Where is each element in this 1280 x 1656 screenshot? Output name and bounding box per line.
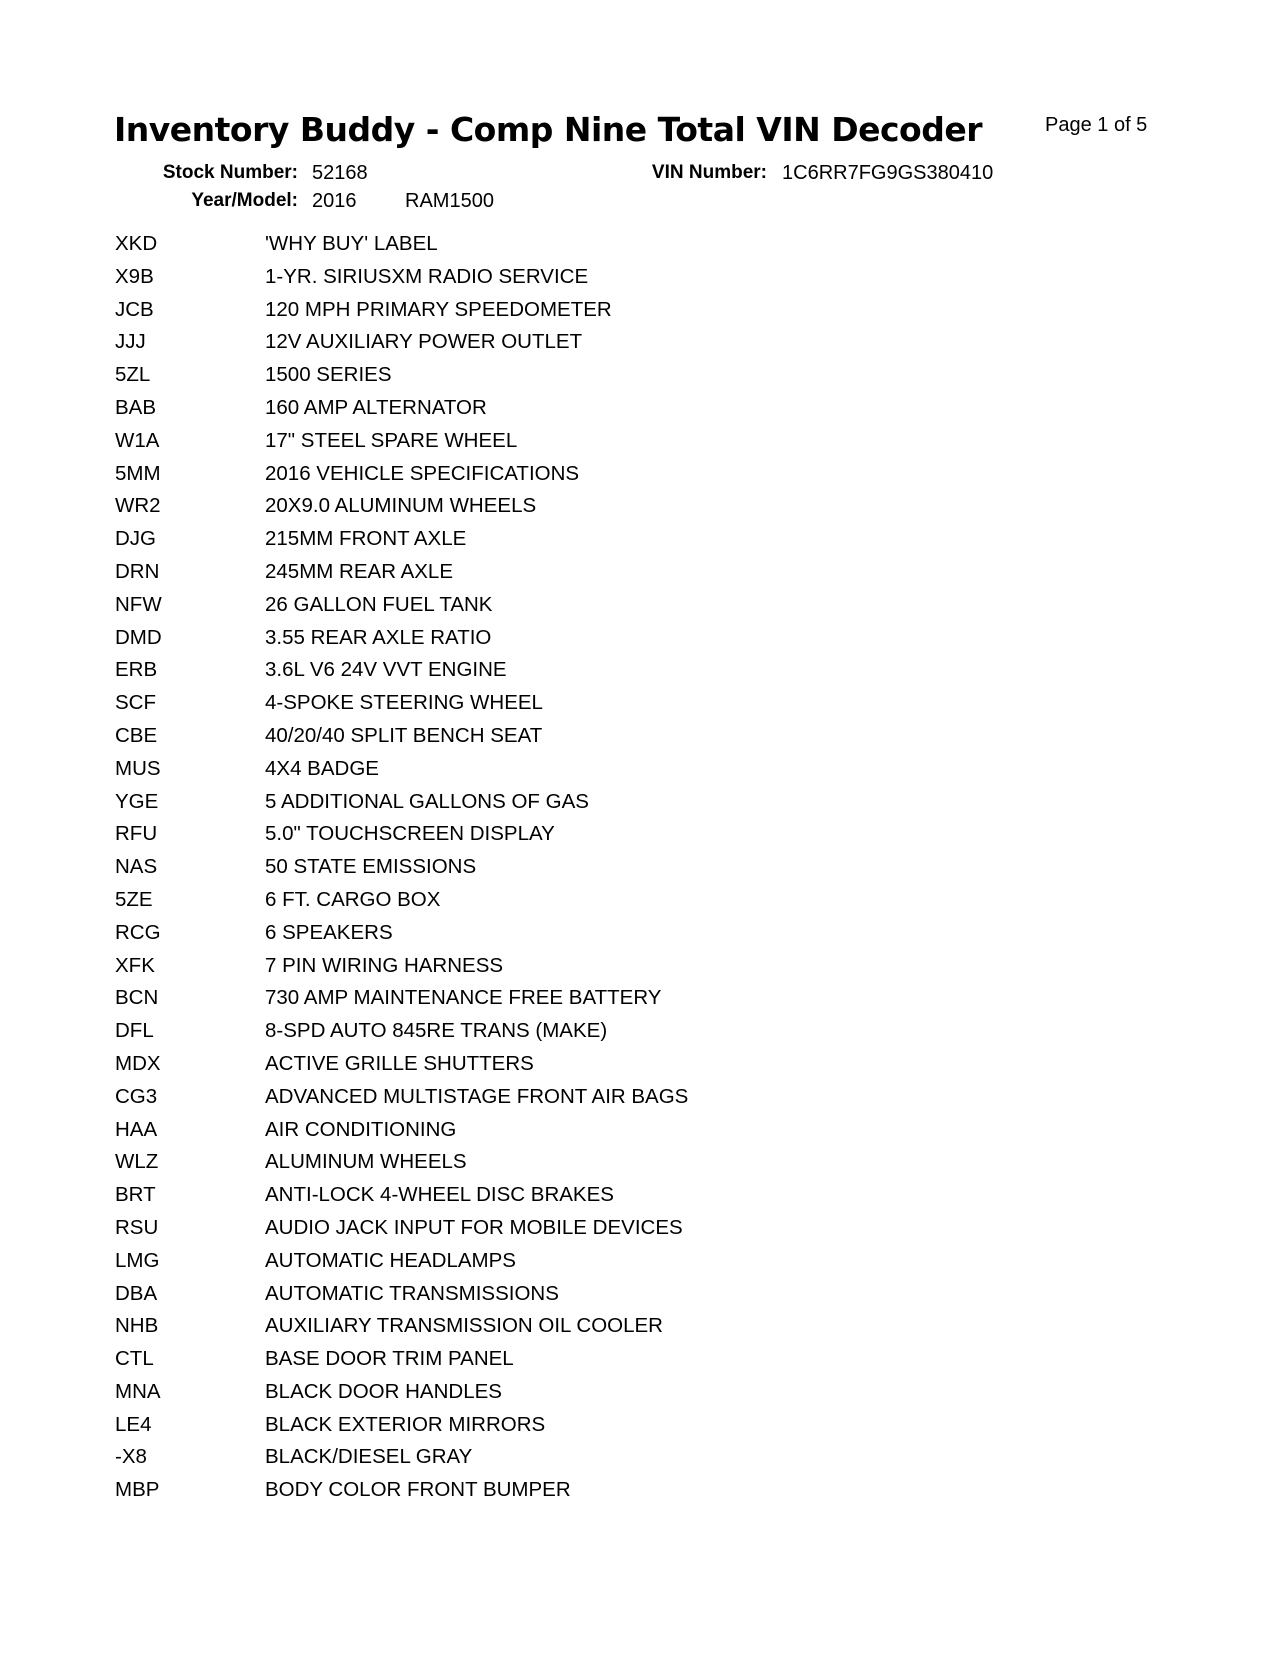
option-description: 245MM REAR AXLE	[265, 559, 453, 583]
option-code: XFK	[115, 953, 155, 977]
option-code: WR2	[115, 494, 161, 518]
option-row	[115, 523, 915, 556]
option-row	[115, 326, 915, 359]
option-row	[115, 1474, 915, 1507]
option-code: MBP	[115, 1478, 160, 1502]
option-description: 26 GALLON FUEL TANK	[265, 592, 493, 616]
option-row	[115, 1212, 915, 1245]
option-row	[115, 392, 915, 425]
option-description: 3.6L V6 24V VVT ENGINE	[265, 658, 507, 682]
option-code: MDX	[115, 1051, 161, 1075]
option-code: X9B	[115, 264, 154, 288]
option-description: 5.0" TOUCHSCREEN DISPLAY	[265, 822, 555, 846]
option-row	[115, 261, 915, 294]
option-description: 20X9.0 ALUMINUM WHEELS	[265, 494, 537, 518]
option-row	[115, 1015, 915, 1048]
option-row	[115, 720, 915, 753]
option-description: 'WHY BUY' LABEL	[265, 232, 438, 255]
option-code: RSU	[115, 1215, 159, 1239]
option-code: DMD	[115, 625, 162, 649]
option-code: MNA	[115, 1379, 161, 1403]
option-row	[115, 228, 915, 261]
option-code-list	[115, 228, 915, 1507]
option-description: 50 STATE EMISSIONS	[265, 855, 477, 879]
option-row	[115, 851, 915, 884]
option-description: ACTIVE GRILLE SHUTTERS	[265, 1051, 534, 1075]
option-description: 120 MPH PRIMARY SPEEDOMETER	[265, 297, 612, 321]
option-description: ADVANCED MULTISTAGE FRONT AIR BAGS	[265, 1084, 689, 1108]
option-description: 5 ADDITIONAL GALLONS OF GAS	[265, 789, 589, 813]
option-row	[115, 917, 915, 950]
option-row	[115, 556, 915, 589]
stock-number-value: 52168	[312, 162, 368, 184]
option-code: NHB	[115, 1314, 159, 1338]
option-row	[115, 1081, 915, 1114]
vin-number-value: 1C6RR7FG9GS380410	[782, 162, 994, 184]
option-description: ANTI-LOCK 4-WHEEL DISC BRAKES	[265, 1183, 614, 1207]
option-row	[115, 1441, 915, 1474]
option-row	[115, 753, 915, 786]
option-row	[115, 786, 915, 819]
option-description: 2016 VEHICLE SPECIFICATIONS	[265, 461, 580, 485]
option-code: CG3	[115, 1084, 158, 1108]
page-number: Page 1 of 5	[1045, 114, 1148, 136]
option-row	[115, 490, 915, 523]
option-code: BAB	[115, 395, 157, 419]
option-description: AUXILIARY TRANSMISSION OIL COOLER	[265, 1314, 663, 1338]
option-description: 6 SPEAKERS	[265, 920, 393, 944]
option-code: MUS	[115, 756, 161, 780]
option-code: BRT	[115, 1183, 156, 1207]
option-code: BCN	[115, 986, 159, 1010]
option-code: DBA	[115, 1281, 158, 1305]
option-row	[115, 1179, 915, 1212]
option-row	[115, 1310, 915, 1343]
option-code: LMG	[115, 1248, 160, 1272]
option-description: BLACK DOOR HANDLES	[265, 1379, 502, 1403]
option-code: RCG	[115, 920, 161, 944]
option-description: 6 FT. CARGO BOX	[265, 887, 441, 911]
option-row	[115, 687, 915, 720]
option-code: DFL	[115, 1019, 154, 1043]
option-code: WLZ	[115, 1150, 159, 1174]
option-description: 7 PIN WIRING HARNESS	[265, 953, 504, 977]
option-description: 1-YR. SIRIUSXM RADIO SERVICE	[265, 264, 589, 288]
option-row	[115, 425, 915, 458]
option-description: 160 AMP ALTERNATOR	[265, 395, 487, 419]
option-code: DRN	[115, 559, 160, 583]
option-row	[115, 950, 915, 983]
option-code: CBE	[115, 723, 158, 747]
option-description: 4X4 BADGE	[265, 756, 379, 780]
option-code: SCF	[115, 691, 156, 715]
option-description: 12V AUXILIARY POWER OUTLET	[265, 330, 583, 354]
year-value: 2016	[312, 190, 357, 212]
option-code: RFU	[115, 822, 158, 846]
option-row	[115, 982, 915, 1015]
option-description: 1500 SERIES	[265, 363, 392, 387]
option-description: 730 AMP MAINTENANCE FREE BATTERY	[265, 986, 662, 1010]
option-code: 5MM	[115, 461, 161, 485]
option-row	[115, 818, 915, 851]
option-code: JJJ	[115, 330, 146, 354]
option-code: DJG	[115, 527, 156, 551]
option-code: NFW	[115, 592, 162, 616]
option-description: BODY COLOR FRONT BUMPER	[265, 1478, 571, 1502]
page-title: Inventory Buddy - Comp Nine Total VIN Decoder	[114, 110, 982, 149]
option-code: XKD	[115, 232, 158, 255]
option-code: YGE	[115, 789, 159, 813]
option-row	[115, 1376, 915, 1409]
option-row	[115, 654, 915, 687]
option-row	[115, 1114, 915, 1147]
stock-number-label: Stock Number:	[162, 162, 298, 183]
option-row	[115, 1343, 915, 1376]
option-description: BLACK/DIESEL GRAY	[265, 1445, 473, 1469]
option-row	[115, 458, 915, 491]
option-row	[115, 1278, 915, 1311]
option-row	[115, 1245, 915, 1278]
option-code: 5ZE	[115, 887, 153, 911]
option-code: CTL	[115, 1347, 154, 1371]
option-description: 17" STEEL SPARE WHEEL	[265, 428, 518, 452]
option-row	[115, 884, 915, 917]
option-row	[115, 589, 915, 622]
option-code: ERB	[115, 658, 158, 682]
option-description: 40/20/40 SPLIT BENCH SEAT	[265, 723, 543, 747]
option-code: HAA	[115, 1117, 158, 1141]
option-row	[115, 359, 915, 392]
option-row	[115, 294, 915, 327]
option-description: AIR CONDITIONING	[265, 1117, 457, 1141]
option-code: W1A	[115, 428, 160, 452]
option-description: 215MM FRONT AXLE	[265, 527, 467, 551]
option-code: 5ZL	[115, 363, 151, 387]
option-description: AUTOMATIC HEADLAMPS	[265, 1248, 516, 1272]
option-description: BLACK EXTERIOR MIRRORS	[265, 1412, 546, 1436]
option-description: BASE DOOR TRIM PANEL	[265, 1347, 514, 1371]
option-description: 3.55 REAR AXLE RATIO	[265, 625, 492, 649]
option-description: AUDIO JACK INPUT FOR MOBILE DEVICES	[265, 1215, 683, 1239]
option-code: JCB	[115, 297, 154, 321]
option-row	[115, 1146, 915, 1179]
option-code: LE4	[115, 1412, 152, 1436]
option-row	[115, 1048, 915, 1081]
option-description: 4-SPOKE STEERING WHEEL	[265, 691, 543, 715]
option-code: -X8	[115, 1445, 147, 1469]
option-row	[115, 622, 915, 655]
model-value: RAM1500	[405, 190, 494, 212]
option-description: AUTOMATIC TRANSMISSIONS	[265, 1281, 559, 1305]
option-row	[115, 1409, 915, 1442]
option-description: ALUMINUM WHEELS	[265, 1150, 467, 1174]
option-code: NAS	[115, 855, 158, 879]
vin-number-label: VIN Number:	[651, 162, 767, 183]
option-description: 8-SPD AUTO 845RE TRANS (MAKE)	[265, 1019, 608, 1043]
year-model-label: Year/Model:	[191, 190, 298, 211]
